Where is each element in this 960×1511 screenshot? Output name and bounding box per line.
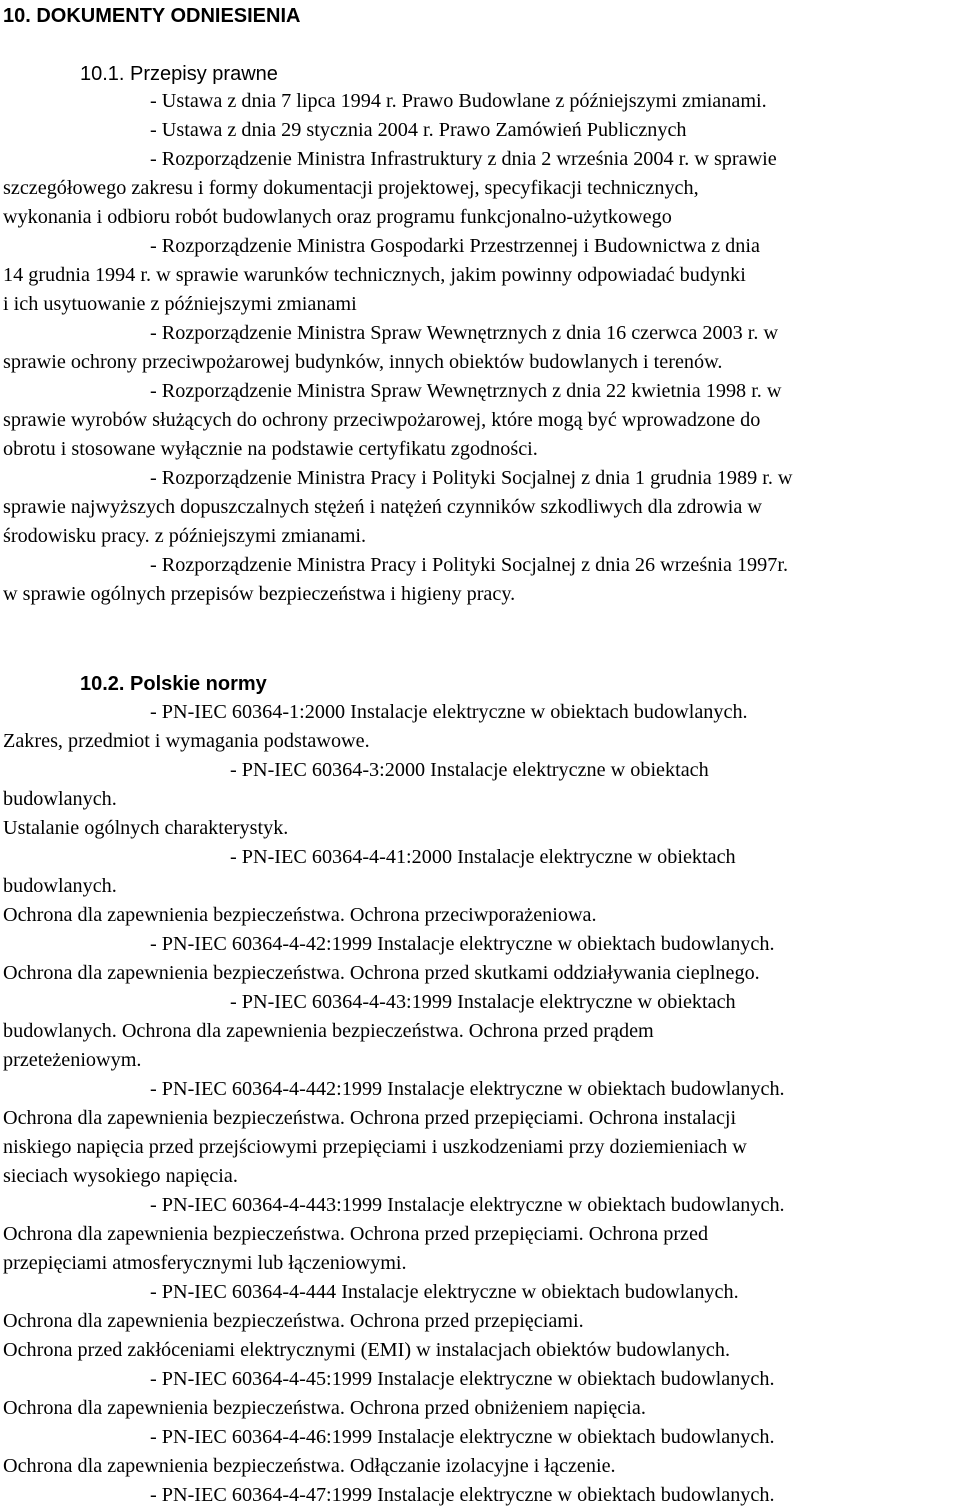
list-item: - PN-IEC 60364-4-45:1999 Instalacje elektryczne w obiektach budowlanych. [150, 1368, 775, 1390]
list-item: - Rozporządzenie Ministra Pracy i Polityki Socjalnej z dnia 1 grudnia 1989 r. w [150, 467, 793, 489]
list-item: - PN-IEC 60364-4-41:2000 Instalacje elektryczne w obiektach [230, 846, 736, 868]
list-item: Ochrona dla zapewnienia bezpieczeństwa. Ochrona przed skutkami oddziaływania cieplnego. [3, 962, 760, 984]
list-item: Ochrona dla zapewnienia bezpieczeństwa. Ochrona przed obniżeniem napięcia. [3, 1397, 646, 1419]
list-item: - Rozporządzenie Ministra Spraw Wewnętrznych z dnia 22 kwietnia 1998 r. w [150, 380, 782, 402]
list-item: - PN-IEC 60364-4-43:1999 Instalacje elektryczne w obiektach [230, 991, 736, 1013]
list-item: - Rozporządzenie Ministra Pracy i Polityki Socjalnej z dnia 26 września 1997r. [150, 554, 788, 576]
list-item: - PN-IEC 60364-4-46:1999 Instalacje elektryczne w obiektach budowlanych. [150, 1426, 775, 1448]
list-item: budowlanych. [3, 788, 117, 810]
list-item: - PN-IEC 60364-1:2000 Instalacje elektryczne w obiektach budowlanych. [150, 701, 748, 723]
list-item: - PN-IEC 60364-4-444 Instalacje elektryczne w obiektach budowlanych. [150, 1281, 739, 1303]
list-item: 14 grudnia 1994 r. w sprawie warunków technicznych, jakim powinny odpowiadać budynki [3, 264, 746, 286]
list-item: - PN-IEC 60364-4-47:1999 Instalacje elektryczne w obiektach budowlanych. [150, 1484, 775, 1506]
list-item: - Rozporządzenie Ministra Infrastruktury z dnia 2 września 2004 r. w sprawie [150, 148, 777, 170]
list-item: sprawie ochrony przeciwpożarowej budynków, innych obiektów budowlanych i terenów. [3, 351, 723, 373]
list-item: - Ustawa z dnia 7 lipca 1994 r. Prawo Budowlane z późniejszymi zmianami. [150, 90, 767, 112]
list-item: Ochrona dla zapewnienia bezpieczeństwa. Ochrona przed przepięciami. Ochrona instalacji [3, 1107, 737, 1129]
list-item: przepięciami atmosferycznymi lub łączeniowymi. [3, 1252, 407, 1274]
list-item: Zakres, przedmiot i wymagania podstawowe. [3, 730, 370, 752]
list-item: przeteżeniowym. [3, 1049, 142, 1071]
list-item: - PN-IEC 60364-3:2000 Instalacje elektryczne w obiektach [230, 759, 709, 781]
section-title: 10. DOKUMENTY ODNIESIENIA [3, 5, 301, 27]
list-item: - PN-IEC 60364-4-42:1999 Instalacje elektryczne w obiektach budowlanych. [150, 933, 775, 955]
list-item: Ochrona dla zapewnienia bezpieczeństwa. Ochrona przed przepięciami. Ochrona przed [3, 1223, 709, 1245]
list-item: budowlanych. Ochrona dla zapewnienia bezpieczeństwa. Ochrona przed prądem [3, 1020, 654, 1042]
list-item: - Rozporządzenie Ministra Spraw Wewnętrznych z dnia 16 czerwca 2003 r. w [150, 322, 779, 344]
list-item: i ich usytuowanie z późniejszymi zmianami [3, 293, 357, 315]
list-item: Ochrona przed zakłóceniami elektrycznymi (EMI) w instalacjach obiektów budowlanych. [3, 1339, 731, 1361]
list-item: w sprawie ogólnych przepisów bezpieczeństwa i higieny pracy. [3, 583, 516, 605]
list-item: środowisku pracy. z późniejszymi zmianami. [3, 525, 367, 547]
list-item: Ochrona dla zapewnienia bezpieczeństwa. Ochrona przeciwporażeniowa. [3, 904, 597, 926]
list-item: budowlanych. [3, 875, 117, 897]
list-item: sprawie wyrobów służących do ochrony przeciwpożarowej, które mogą być wprowadzone do [3, 409, 761, 431]
list-item: szczegółowego zakresu i formy dokumentacji projektowej, specyfikacji technicznych, [3, 177, 699, 199]
list-item: sieciach wysokiego napięcia. [3, 1165, 238, 1187]
subsection-number: 10.2. [80, 673, 125, 695]
list-item: - PN-IEC 60364-4-443:1999 Instalacje elektryczne w obiektach budowlanych. [150, 1194, 785, 1216]
list-item: sprawie najwyższych dopuszczalnych stężeń i natężeń czynników szkodliwych dla zdrowia w [3, 496, 762, 518]
list-item: niskiego napięcia przed przejściowymi przepięciami i uszkodzeniami przy doziemieniach w [3, 1136, 747, 1158]
list-item: - Rozporządzenie Ministra Gospodarki Przestrzennej i Budownictwa z dnia [150, 235, 760, 257]
list-item: - PN-IEC 60364-4-442:1999 Instalacje elektryczne w obiektach budowlanych. [150, 1078, 785, 1100]
list-item: Ustalanie ogólnych charakterystyk. [3, 817, 289, 839]
subsection-title-norms [80, 670, 267, 699]
list-item: - Ustawa z dnia 29 stycznia 2004 r. Prawo Zamówień Publicznych [150, 119, 687, 141]
list-item: wykonania i odbioru robót budowlanych oraz programu funkcjonalno-użytkowego [3, 206, 672, 228]
list-item: Ochrona dla zapewnienia bezpieczeństwa. Odłączanie izolacyjne i łączenie. [3, 1455, 616, 1477]
subsection-title-legal: 10.1. Przepisy prawne [80, 63, 278, 85]
list-item: obrotu i stosowane wyłącznie na podstawie certyfikatu zgodności. [3, 438, 538, 460]
list-item: Ochrona dla zapewnienia bezpieczeństwa. Ochrona przed przepięciami. [3, 1310, 584, 1332]
subsection-label: Polskie normy [130, 673, 267, 695]
